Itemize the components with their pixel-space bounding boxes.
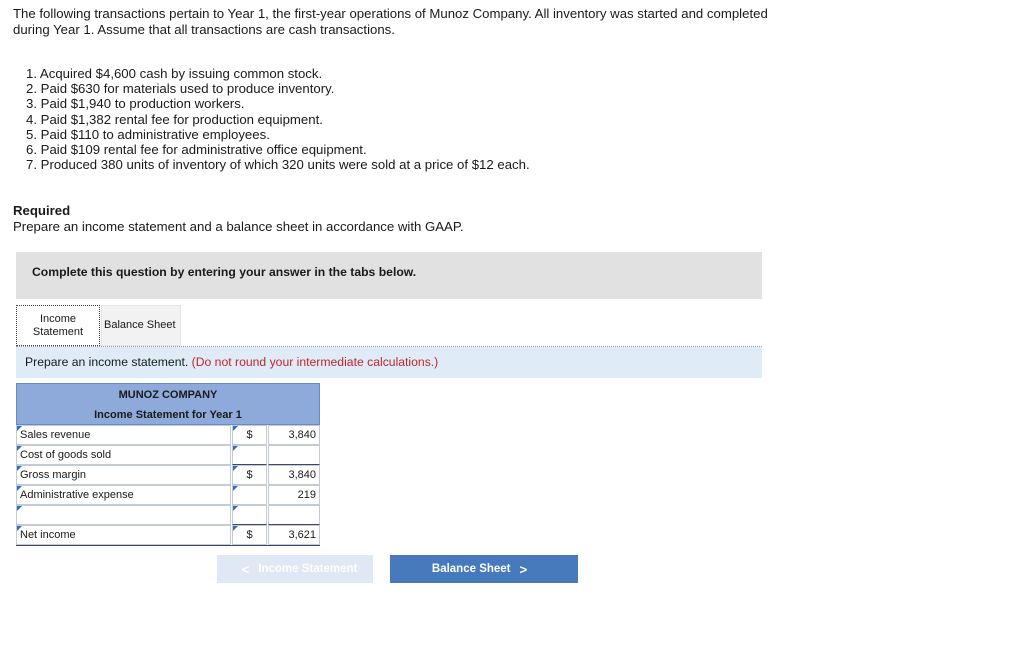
row-amount-input[interactable]: 3,840 xyxy=(268,465,320,485)
transaction-item: 6. Paid $109 rental fee for administrative office equipment. xyxy=(26,142,367,158)
required-heading: Required xyxy=(13,203,71,218)
tab-income-label-line1: Income xyxy=(39,312,77,325)
problem-intro xyxy=(13,6,833,37)
company-name: MUNOZ COMPANY xyxy=(118,389,218,401)
required-text: Prepare an income statement and a balance sheet in accordance with GAAP. xyxy=(13,219,464,234)
prev-button-label: Income Statement xyxy=(258,563,358,575)
tabs-instruction-banner: Complete this question by entering your answer in the tabs below. xyxy=(16,252,762,299)
row-label-dropdown[interactable] xyxy=(16,505,231,525)
next-tab-button[interactable] xyxy=(390,555,578,583)
table-row xyxy=(16,485,320,505)
table-row xyxy=(16,465,320,485)
table-bottom-border xyxy=(16,545,320,546)
row-amount-input[interactable] xyxy=(268,505,320,525)
transactions-list xyxy=(26,66,530,172)
row-label-dropdown[interactable]: Net income xyxy=(16,525,231,545)
row-symbol xyxy=(232,485,267,505)
table-row xyxy=(16,445,320,465)
row-symbol xyxy=(232,445,267,465)
table-row xyxy=(16,425,320,445)
instruction-note: (Do not round your intermediate calculations.) xyxy=(191,355,439,369)
row-symbol: $ xyxy=(232,465,267,485)
tab-balance-label: Balance Sheet xyxy=(104,319,176,331)
income-statement-table xyxy=(16,383,320,425)
row-amount-input[interactable] xyxy=(268,445,320,465)
next-button-label: Balance Sheet xyxy=(431,563,511,575)
chevron-left-icon: < xyxy=(241,561,250,577)
row-symbol: $ xyxy=(232,425,267,445)
tab-income-label-line2: Statement xyxy=(32,325,84,338)
table-row xyxy=(16,525,320,545)
row-label-dropdown[interactable]: Administrative expense xyxy=(16,485,231,505)
intro-line-2: during Year 1. Assume that all transactions are cash transactions. xyxy=(13,21,395,37)
row-amount-input[interactable]: 3,621 xyxy=(268,525,320,545)
row-amount-input[interactable]: 219 xyxy=(268,485,320,505)
tab-balance-sheet[interactable] xyxy=(101,305,181,346)
tab-income-label xyxy=(33,313,83,339)
row-label-dropdown[interactable]: Cost of goods sold xyxy=(16,445,231,465)
row-label-dropdown[interactable]: Sales revenue xyxy=(16,425,231,445)
transaction-item: 4. Paid $1,382 rental fee for production equipment. xyxy=(26,111,323,127)
prev-tab-button[interactable] xyxy=(217,555,373,583)
row-amount-input[interactable]: 3,840 xyxy=(268,425,320,445)
intro-line-1: The following transactions pertain to Year 1, the first-year operations of Munoz Company. All inventory was started and completed xyxy=(13,6,768,21)
transaction-item: 2. Paid $630 for materials used to produce inventory. xyxy=(26,81,335,97)
tab-income-statement[interactable] xyxy=(16,305,100,346)
row-symbol: $ xyxy=(232,525,267,545)
instruction-text: Prepare an income statement. xyxy=(25,355,189,369)
statement-period: Income Statement for Year 1 xyxy=(94,409,242,421)
instruction-bar xyxy=(16,347,762,378)
chevron-right-icon: > xyxy=(519,561,528,577)
transaction-item: 7. Produced 380 units of inventory of which 320 units were sold at a price of $12 each. xyxy=(26,157,530,173)
row-symbol xyxy=(232,505,267,525)
transaction-item: 3. Paid $1,940 to production workers. xyxy=(26,96,245,112)
row-label-dropdown[interactable]: Gross margin xyxy=(16,465,231,485)
transaction-item: 1. Acquired $4,600 cash by issuing common stock. xyxy=(26,66,323,81)
statement-header xyxy=(16,383,320,425)
table-row xyxy=(16,505,320,525)
required-section xyxy=(13,203,464,235)
transaction-item: 5. Paid $110 to administrative employees. xyxy=(26,126,270,142)
